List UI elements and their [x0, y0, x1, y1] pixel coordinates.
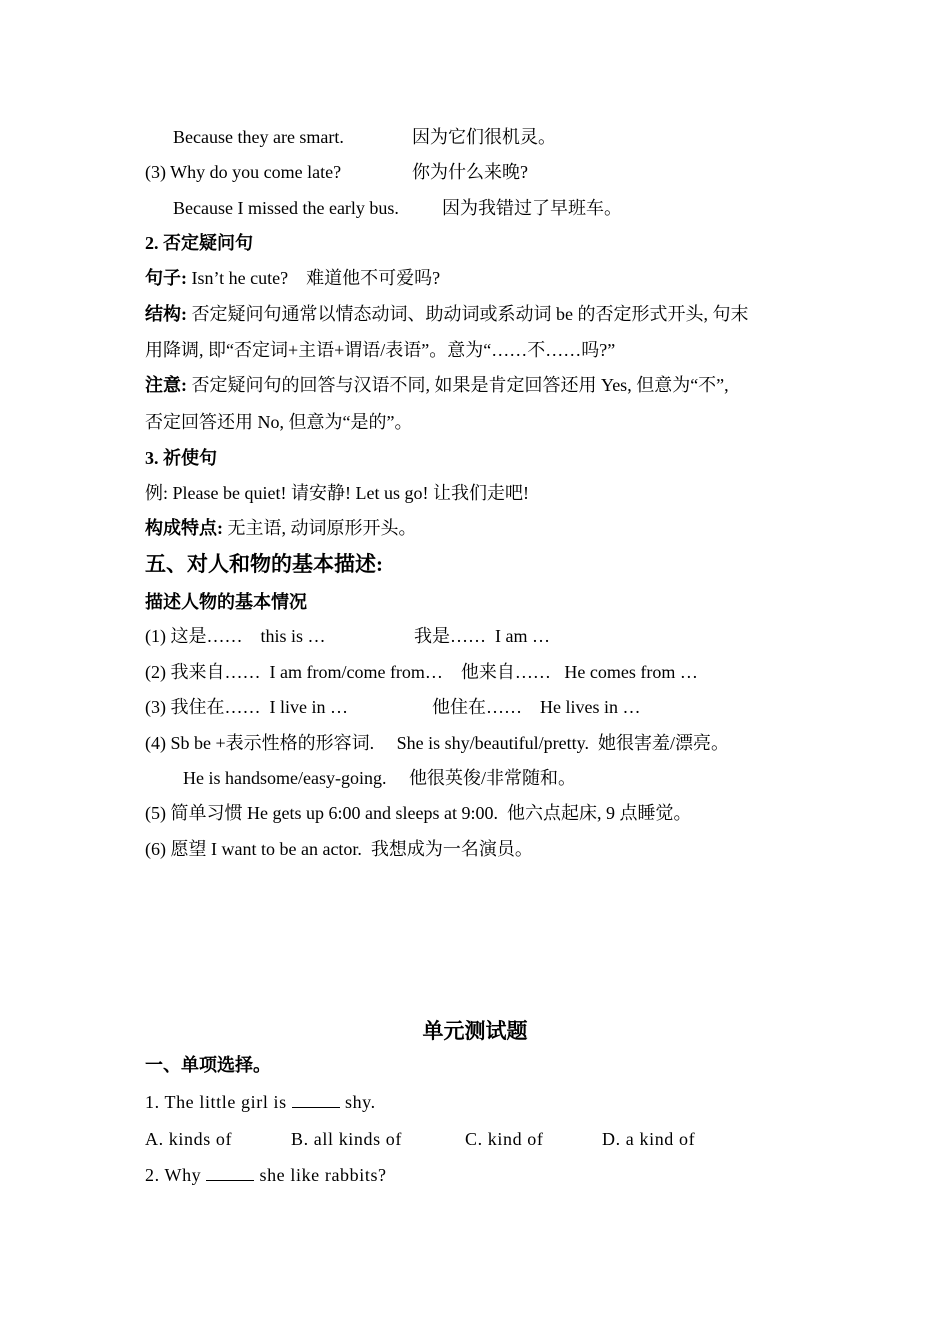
structure-text-1: 否定疑问句通常以情态动词、助动词或系动词 be 的否定形式开头, 句末: [187, 304, 749, 324]
question-2-prefix: 2. Why: [145, 1165, 207, 1185]
note-text-1: 否定疑问句的回答与汉语不同, 如果是肯定回答还用 Yes, 但意为“不”,: [187, 375, 729, 395]
question-2-suffix: she like rabbits?: [254, 1165, 387, 1185]
section-heading-imperative: 3. 祈使句: [145, 448, 217, 468]
desc-3a: (3) 我住在…… I live in …: [145, 697, 348, 717]
sentence-label: 句子:: [145, 268, 187, 288]
note-line-1: [145, 373, 729, 397]
question-1: [145, 1090, 376, 1114]
sentence-line: [145, 266, 440, 290]
option-c: C. kind of: [465, 1129, 544, 1149]
structure-label: 结构:: [145, 304, 187, 324]
desc-4b: He is handsome/easy-going. 他很英俊/非常随和。: [183, 768, 576, 788]
example-question-en: (3) Why do you come late?: [145, 162, 342, 182]
example-question-cn: 你为什么来晚?: [412, 162, 528, 182]
note-label: 注意:: [145, 375, 187, 395]
structure-line-1: [145, 302, 749, 326]
example-answer2-cn: 因为我错过了早班车。: [442, 198, 622, 218]
option-a: A. kinds of: [145, 1129, 233, 1149]
example-answer-en: Because they are smart.: [173, 127, 344, 147]
feature-text: 无主语, 动词原形开头。: [223, 518, 417, 538]
chapter-heading: 五、对人和物的基本描述:: [145, 552, 383, 576]
quiz-section-heading: 一、单项选择。: [145, 1055, 271, 1075]
desc-1b: 我是…… I am …: [414, 626, 550, 646]
desc-5: (5) 简单习惯 He gets up 6:00 and sleeps at 9:00. 他六点起床, 9 点睡觉。: [145, 803, 692, 823]
section-heading-negative-question: 2. 否定疑问句: [145, 233, 253, 253]
desc-6: (6) 愿望 I want to be an actor. 我想成为一名演员。: [145, 839, 533, 859]
imperative-example: 例: Please be quiet! 请安静! Let us go! 让我们走吧!: [145, 483, 529, 503]
desc-1a: (1) 这是…… this is …: [145, 626, 326, 646]
option-b: B. all kinds of: [291, 1129, 402, 1149]
feature-line: [145, 516, 417, 540]
question-2-blank: [206, 1166, 254, 1181]
example-answer2-en: Because I missed the early bus.: [173, 198, 399, 218]
sentence-text: Isn’t he cute? 难道他不可爱吗?: [187, 268, 441, 288]
example-answer-cn: 因为它们很机灵。: [412, 127, 556, 147]
question-1-prefix: 1. The little girl is: [145, 1092, 292, 1112]
question-2: [145, 1163, 387, 1187]
desc-2: (2) 我来自…… I am from/come from… 他来自…… He comes from …: [145, 662, 698, 682]
desc-3b: 他住在…… He lives in …: [432, 697, 641, 717]
option-d: D. a kind of: [602, 1129, 696, 1149]
question-1-suffix: shy.: [339, 1092, 376, 1112]
question-1-blank: [292, 1093, 340, 1108]
note-text-2: 否定回答还用 No, 但意为“是的”。: [145, 412, 413, 432]
desc-4: (4) Sb be +表示性格的形容词. She is shy/beautiful/pretty. 她很害羞/漂亮。: [145, 733, 729, 753]
feature-label: 构成特点:: [145, 518, 223, 538]
subheading: 描述人物的基本情况: [145, 592, 307, 612]
structure-text-2: 用降调, 即“否定词+主语+谓语/表语”。意为“……不……吗?”: [145, 340, 616, 360]
quiz-title: 单元测试题: [422, 1019, 528, 1043]
